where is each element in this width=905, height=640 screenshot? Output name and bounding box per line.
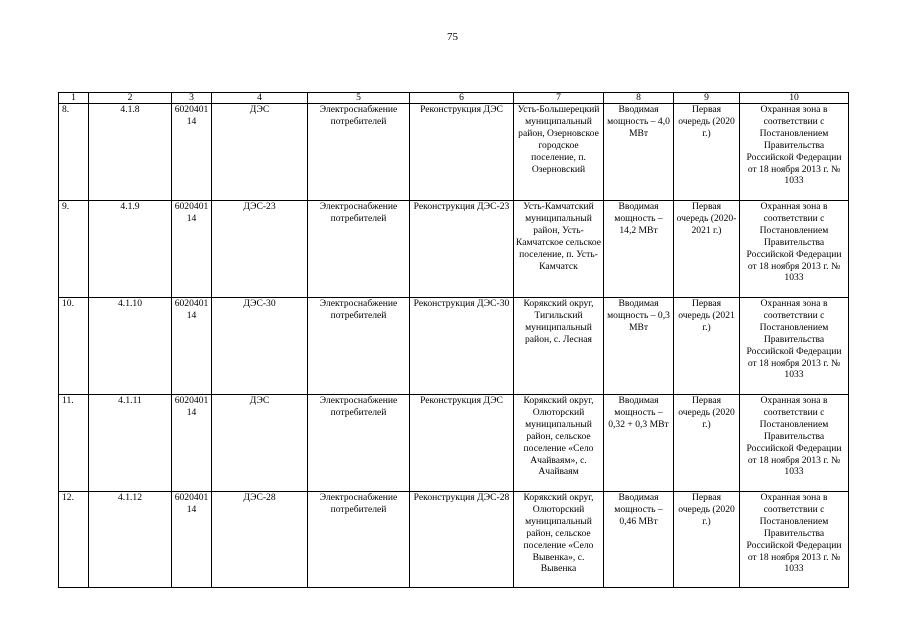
row-number-cell: 9.	[59, 201, 89, 298]
location-cell: Корякский округ, Тигильский муниципальный район, с. Лесная	[514, 298, 604, 395]
stage-cell: Первая очередь (2021 г.)	[674, 298, 740, 395]
item-code-cell: 4.1.11	[89, 395, 172, 492]
item-code-cell: 4.1.10	[89, 298, 172, 395]
location-cell: Усть-Большерецкий муниципальный район, Озерновское городское поселение, п. Озерновский	[514, 104, 604, 201]
protection-zone-cell: Охранная зона в соответствии с Постановлением Правительства Российской Федерации от 18 ноября 2013 г. № 1033	[740, 492, 849, 588]
column-number-10: 10	[740, 93, 849, 104]
capacity-cell: Вводимая мощность – 0,46 МВт	[604, 492, 674, 588]
column-number-3: 3	[172, 93, 212, 104]
purpose-cell: Электроснабжение потребителей	[308, 395, 410, 492]
row-number-cell: 10.	[59, 298, 89, 395]
row-number-cell: 11.	[59, 395, 89, 492]
stage-cell: Первая очередь (2020 г.)	[674, 395, 740, 492]
purpose-cell: Электроснабжение потребителей	[308, 298, 410, 395]
object-code-cell: 6020401 14	[172, 298, 212, 395]
table-row	[59, 298, 849, 395]
column-number-4: 4	[212, 93, 308, 104]
row-number-cell: 8.	[59, 104, 89, 201]
capacity-cell: Вводимая мощность – 0,3 МВт	[604, 298, 674, 395]
object-code-cell: 6020401 14	[172, 492, 212, 588]
table-row	[59, 395, 849, 492]
table-row	[59, 492, 849, 588]
object-name-cell: ДЭС-28	[212, 492, 308, 588]
protection-zone-cell: Охранная зона в соответствии с Постановлением Правительства Российской Федерации от 18 ноября 2013 г. № 1033	[740, 395, 849, 492]
capacity-cell: Вводимая мощность – 14,2 МВт	[604, 201, 674, 298]
table-row	[59, 104, 849, 201]
location-cell: Корякский округ, Олюторский муниципальный район, сельское поселение «Село Ачайваям», с. Ачайваям	[514, 395, 604, 492]
column-number-6: 6	[410, 93, 514, 104]
capacity-cell: Вводимая мощность – 0,32 + 0,3 МВт	[604, 395, 674, 492]
column-number-2: 2	[89, 93, 172, 104]
location-cell: Усть-Камчатский муниципальный район, Усть-Камчатское сельское поселение, п. Усть-Камчатск	[514, 201, 604, 298]
item-code-cell: 4.1.12	[89, 492, 172, 588]
column-number-1: 1	[59, 93, 89, 104]
stage-cell: Первая очередь (2020 г.)	[674, 104, 740, 201]
work-type-cell: Реконструкция ДЭС-30	[410, 298, 514, 395]
row-number-cell: 12.	[59, 492, 89, 588]
table-header-row	[59, 93, 849, 104]
object-name-cell: ДЭС-23	[212, 201, 308, 298]
capacity-cell: Вводимая мощность – 4,0 МВт	[604, 104, 674, 201]
object-code-cell: 6020401 14	[172, 395, 212, 492]
work-type-cell: Реконструкция ДЭС	[410, 395, 514, 492]
column-number-7: 7	[514, 93, 604, 104]
location-cell: Корякский округ, Олюторский муниципальный район, сельское поселение «Село Вывенка», с. Вывенка	[514, 492, 604, 588]
document-table	[58, 92, 849, 588]
purpose-cell: Электроснабжение потребителей	[308, 492, 410, 588]
object-code-cell: 6020401 14	[172, 201, 212, 298]
object-code-cell: 6020401 14	[172, 104, 212, 201]
column-number-5: 5	[308, 93, 410, 104]
object-name-cell: ДЭС	[212, 395, 308, 492]
work-type-cell: Реконструкция ДЭС	[410, 104, 514, 201]
stage-cell: Первая очередь (2020 г.)	[674, 492, 740, 588]
column-number-8: 8	[604, 93, 674, 104]
work-type-cell: Реконструкция ДЭС-23	[410, 201, 514, 298]
stage-cell: Первая очередь (2020-2021 г.)	[674, 201, 740, 298]
object-name-cell: ДЭС-30	[212, 298, 308, 395]
page-number: 75	[447, 31, 458, 43]
table-row	[59, 201, 849, 298]
purpose-cell: Электроснабжение потребителей	[308, 104, 410, 201]
protection-zone-cell: Охранная зона в соответствии с Постановлением Правительства Российской Федерации от 18 ноября 2013 г. № 1033	[740, 298, 849, 395]
protection-zone-cell: Охранная зона в соответствии с Постановлением Правительства Российской Федерации от 18 ноября 2013 г. № 1033	[740, 104, 849, 201]
item-code-cell: 4.1.9	[89, 201, 172, 298]
object-name-cell: ДЭС	[212, 104, 308, 201]
column-number-9: 9	[674, 93, 740, 104]
item-code-cell: 4.1.8	[89, 104, 172, 201]
protection-zone-cell: Охранная зона в соответствии с Постановлением Правительства Российской Федерации от 18 ноября 2013 г. № 1033	[740, 201, 849, 298]
work-type-cell: Реконструкция ДЭС-28	[410, 492, 514, 588]
purpose-cell: Электроснабжение потребителей	[308, 201, 410, 298]
